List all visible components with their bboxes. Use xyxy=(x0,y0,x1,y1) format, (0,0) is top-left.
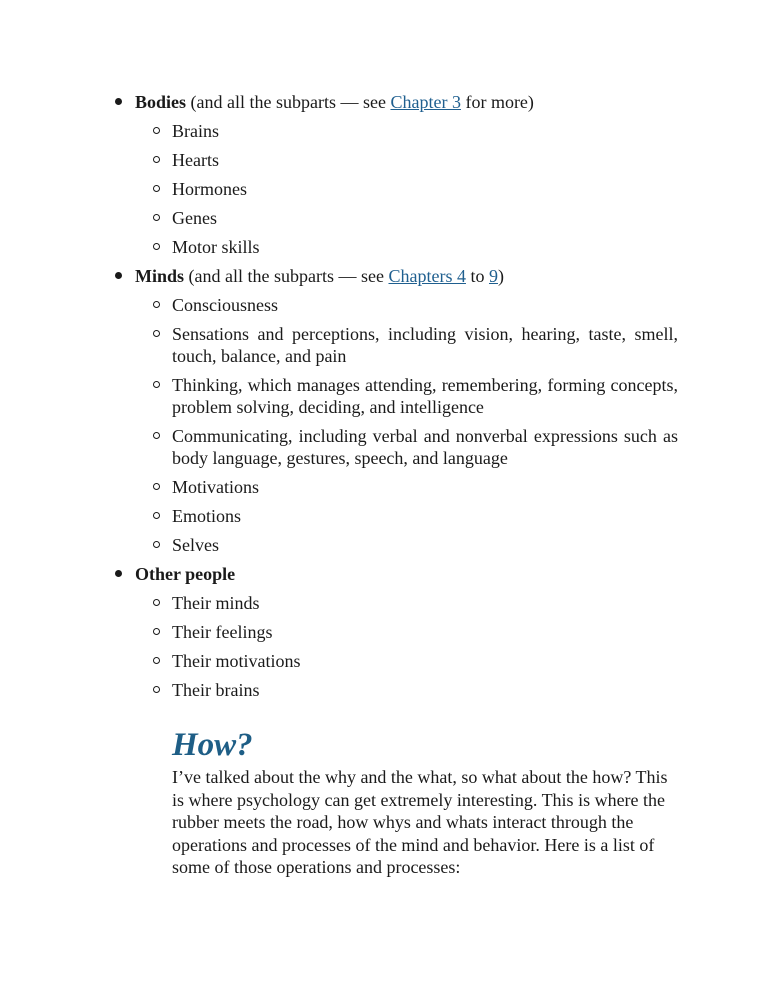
section-heading: How? xyxy=(172,727,253,763)
subtopic-list xyxy=(135,589,678,705)
chapter-link[interactable]: Chapters 4 xyxy=(388,266,466,286)
topic-note-tail: for more) xyxy=(460,92,534,112)
bullet-circle-icon xyxy=(153,686,160,693)
bullet-circle-icon xyxy=(153,432,160,439)
subtopic-text: Hormones xyxy=(172,179,247,199)
subtopic-item xyxy=(135,589,678,618)
bullet-circle-icon xyxy=(153,156,160,163)
subtopic-item xyxy=(135,291,678,320)
subtopic-text: Sensations and perceptions, including vision, hearing, taste, smell, touch, balance, and pain xyxy=(172,324,678,366)
subtopic-text: Genes xyxy=(172,208,217,228)
chapter-link[interactable]: 9 xyxy=(488,266,498,286)
bullet-dot-icon xyxy=(115,272,122,279)
bullet-dot-icon xyxy=(115,98,122,105)
topic-minds xyxy=(113,262,678,560)
bullet-circle-icon xyxy=(153,657,160,664)
subtopic-text: Motivations xyxy=(172,477,260,497)
topic-note: (and all the subparts — see xyxy=(186,92,391,112)
topic-note-mid: to xyxy=(465,266,489,286)
bullet-circle-icon xyxy=(153,214,160,221)
subtopic-text: Communicating, including verbal and nonverbal expressions such as body language, gestures, speech, and language xyxy=(172,426,678,468)
subtopic-item xyxy=(135,233,678,262)
subtopic-item xyxy=(135,618,678,647)
subtopic-list xyxy=(135,291,678,560)
subtopic-text: Their feelings xyxy=(172,622,273,642)
section-paragraph: I’ve talked about the why and the what, so what about the how? This is where psychology can get extremely interesting. This is where the rubber meets the road, how whys and whats interact through the operations and processes of the mind and behavior. Here is a list of some of those operations and processes: xyxy=(172,767,668,877)
bullet-circle-icon xyxy=(153,599,160,606)
subtopic-item xyxy=(135,647,678,676)
subtopic-item xyxy=(135,676,678,705)
bullet-circle-icon xyxy=(153,301,160,308)
chapter-link[interactable]: Chapter 3 xyxy=(390,92,461,112)
subtopic-item xyxy=(135,146,678,175)
subtopic-item xyxy=(135,117,678,146)
subtopic-text: Their brains xyxy=(172,680,260,700)
topic-note-tail: ) xyxy=(497,266,504,286)
subtopic-item xyxy=(135,422,678,473)
bullet-dot-icon xyxy=(115,570,122,577)
topic-title: Other people xyxy=(135,564,236,584)
topic-list xyxy=(113,88,678,705)
subtopic-text: Selves xyxy=(172,535,219,555)
subtopic-item xyxy=(135,175,678,204)
bullet-circle-icon xyxy=(153,243,160,250)
bullet-circle-icon xyxy=(153,628,160,635)
how-section xyxy=(172,726,672,879)
subtopic-item xyxy=(135,204,678,233)
subtopic-text: Hearts xyxy=(172,150,219,170)
topic-bodies xyxy=(113,88,678,262)
subtopic-item xyxy=(135,531,678,560)
subtopic-text: Their minds xyxy=(172,593,260,613)
subtopic-text: Thinking, which manages attending, remembering, forming concepts, problem solving, deciding, and intelligence xyxy=(172,375,678,417)
bullet-circle-icon xyxy=(153,381,160,388)
subtopic-item xyxy=(135,320,678,371)
subtopic-text: Emotions xyxy=(172,506,242,526)
subtopic-text: Brains xyxy=(172,121,219,141)
subtopic-item xyxy=(135,371,678,422)
subtopic-item xyxy=(135,473,678,502)
bullet-circle-icon xyxy=(153,330,160,337)
bullet-circle-icon xyxy=(153,483,160,490)
topic-title: Minds xyxy=(135,266,185,286)
bullet-circle-icon xyxy=(153,185,160,192)
subtopic-text: Their motivations xyxy=(172,651,301,671)
subtopic-item xyxy=(135,502,678,531)
topic-title: Bodies xyxy=(135,92,187,112)
topic-note: (and all the subparts — see xyxy=(184,266,389,286)
bullet-circle-icon xyxy=(153,541,160,548)
bullet-circle-icon xyxy=(153,127,160,134)
subtopic-text: Motor skills xyxy=(172,237,260,257)
subtopic-list xyxy=(135,117,678,262)
subtopic-text: Consciousness xyxy=(172,295,279,315)
bullet-circle-icon xyxy=(153,512,160,519)
topic-other-people xyxy=(113,560,678,705)
